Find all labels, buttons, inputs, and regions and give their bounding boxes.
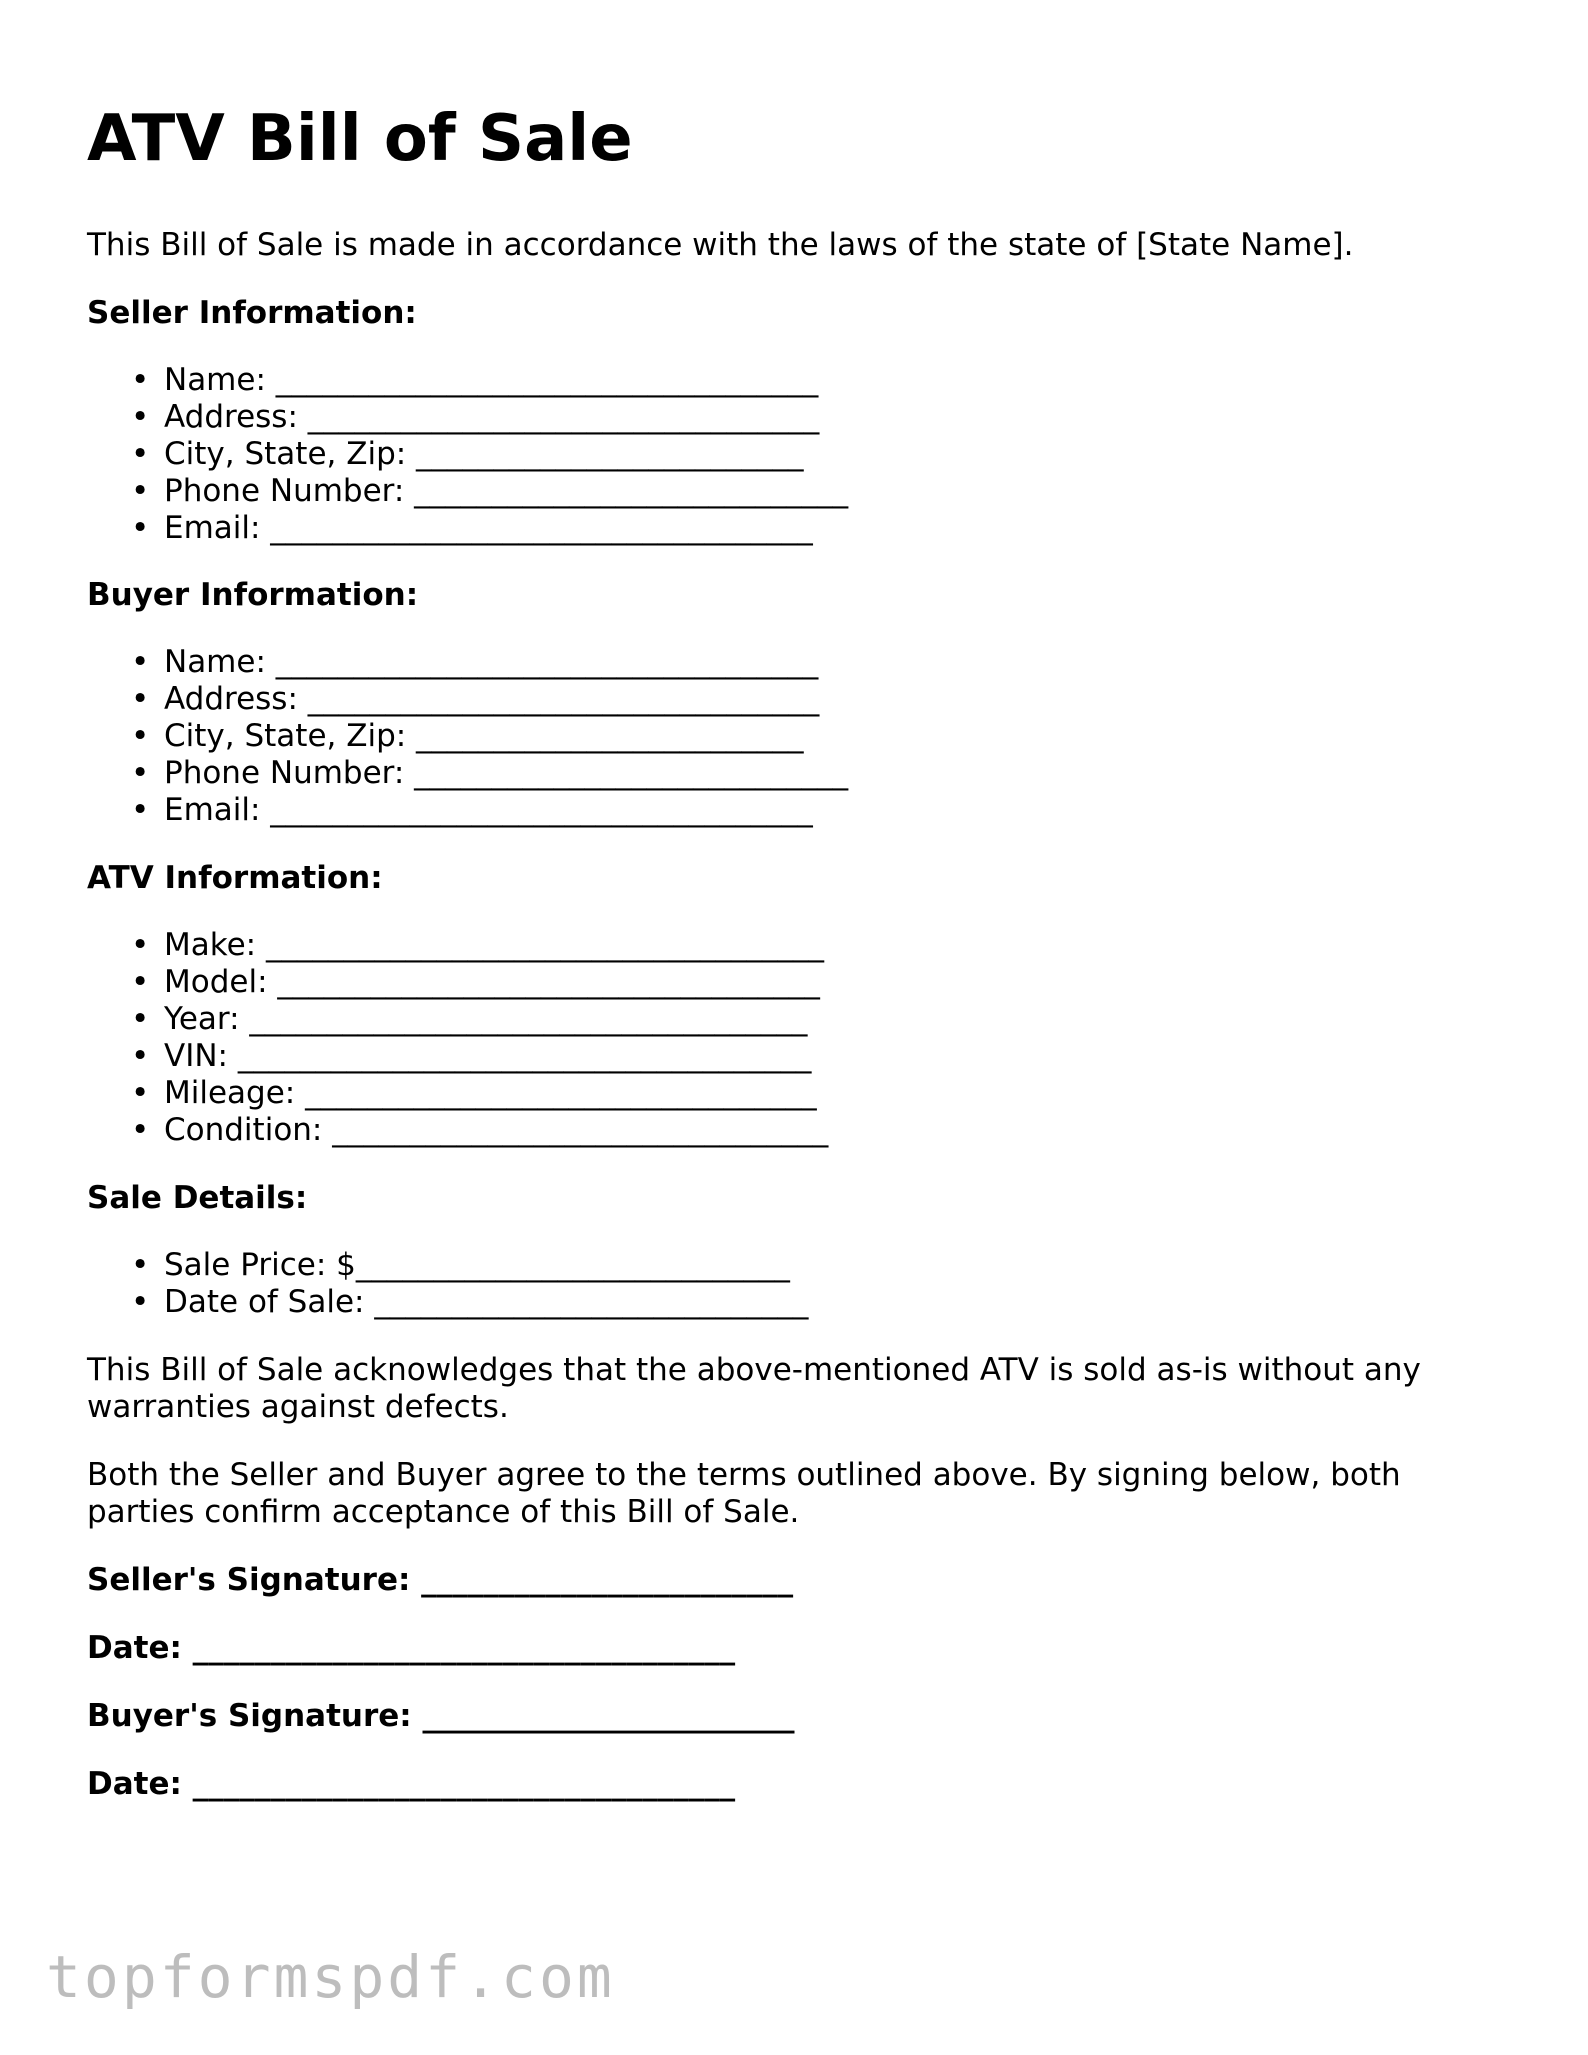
- bullet-icon: •: [131, 473, 150, 509]
- seller-city-field: City, State, Zip: _________________________: [164, 436, 804, 472]
- buyer-list: [87, 644, 848, 829]
- atv-model-field: Model: ___________________________________: [164, 964, 820, 1000]
- buyer-heading: Buyer Information:: [87, 577, 419, 613]
- list-item: [87, 964, 828, 1001]
- bullet-icon: •: [131, 681, 150, 717]
- list-item: [87, 1038, 828, 1075]
- bullet-icon: •: [131, 1038, 150, 1074]
- list-item: [87, 1075, 828, 1112]
- bullet-icon: •: [131, 755, 150, 791]
- seller-date-line: Date: ___________________________________: [87, 1630, 736, 1666]
- bullet-icon: •: [131, 1001, 150, 1037]
- seller-email-field: Email: ___________________________________: [164, 510, 813, 546]
- agreement-paragraph: [87, 1457, 1487, 1531]
- list-item: [87, 644, 848, 681]
- list-item: [87, 1284, 808, 1321]
- as-is-paragraph: [87, 1352, 1487, 1426]
- buyer-phone-field: Phone Number: ____________________________: [164, 755, 849, 791]
- sale-list: [87, 1247, 808, 1321]
- seller-signature-line: Seller's Signature: ________________________: [87, 1562, 794, 1598]
- bullet-icon: •: [131, 1247, 150, 1283]
- sale-price-field: Sale Price: $____________________________: [164, 1247, 790, 1283]
- atv-condition-field: Condition: ________________________________: [164, 1112, 829, 1148]
- atv-make-field: Make: ____________________________________: [164, 927, 824, 963]
- seller-phone-field: Phone Number: ____________________________: [164, 473, 849, 509]
- bullet-icon: •: [131, 792, 150, 828]
- bullet-icon: •: [131, 436, 150, 472]
- atv-list: [87, 927, 828, 1149]
- list-item: [87, 1247, 808, 1284]
- bullet-icon: •: [131, 964, 150, 1000]
- seller-list: [87, 362, 848, 547]
- atv-mileage-field: Mileage: _________________________________: [164, 1075, 817, 1111]
- bullet-icon: •: [131, 1075, 150, 1111]
- list-item: [87, 436, 848, 473]
- list-item: [87, 473, 848, 510]
- bullet-icon: •: [131, 510, 150, 546]
- list-item: [87, 927, 828, 964]
- watermark: topformspdf.com: [46, 1943, 615, 2011]
- sale-date-field: Date of Sale: ____________________________: [164, 1284, 809, 1320]
- bullet-icon: •: [131, 644, 150, 680]
- list-item: [87, 1001, 828, 1038]
- as-is-line-2: warranties against defects.: [87, 1389, 509, 1425]
- intro-text: This Bill of Sale is made in accordance with the laws of the state of [State Name].: [87, 227, 1354, 263]
- list-item: [87, 792, 848, 829]
- buyer-email-field: Email: ___________________________________: [164, 792, 813, 828]
- bullet-icon: •: [131, 399, 150, 435]
- buyer-name-field: Name: ___________________________________: [164, 644, 819, 680]
- agreement-line-2: parties confirm acceptance of this Bill of Sale.: [87, 1494, 800, 1530]
- bullet-icon: •: [131, 1112, 150, 1148]
- atv-heading: ATV Information:: [87, 860, 383, 896]
- bullet-icon: •: [131, 362, 150, 398]
- list-item: [87, 681, 848, 718]
- atv-vin-field: VIN: _____________________________________: [164, 1038, 812, 1074]
- as-is-line-1: This Bill of Sale acknowledges that the above-mentioned ATV is sold as-is without any: [87, 1352, 1421, 1388]
- list-item: [87, 755, 848, 792]
- list-item: [87, 399, 848, 436]
- bullet-icon: •: [131, 927, 150, 963]
- buyer-city-field: City, State, Zip: _________________________: [164, 718, 804, 754]
- bullet-icon: •: [131, 718, 150, 754]
- seller-heading: Seller Information:: [87, 295, 417, 331]
- agreement-line-1: Both the Seller and Buyer agree to the terms outlined above. By signing below, both: [87, 1457, 1401, 1493]
- list-item: [87, 718, 848, 755]
- buyer-address-field: Address: _________________________________: [164, 681, 820, 717]
- seller-address-field: Address: _________________________________: [164, 399, 820, 435]
- bullet-icon: •: [131, 1284, 150, 1320]
- seller-name-field: Name: ___________________________________: [164, 362, 819, 398]
- buyer-signature-line: Buyer's Signature: ________________________: [87, 1698, 795, 1734]
- atv-year-field: Year: ____________________________________: [164, 1001, 808, 1037]
- list-item: [87, 1112, 828, 1149]
- buyer-date-line: Date: ___________________________________: [87, 1766, 736, 1802]
- sale-heading: Sale Details:: [87, 1180, 308, 1216]
- list-item: [87, 510, 848, 547]
- page-title: ATV Bill of Sale: [87, 102, 633, 176]
- list-item: [87, 362, 848, 399]
